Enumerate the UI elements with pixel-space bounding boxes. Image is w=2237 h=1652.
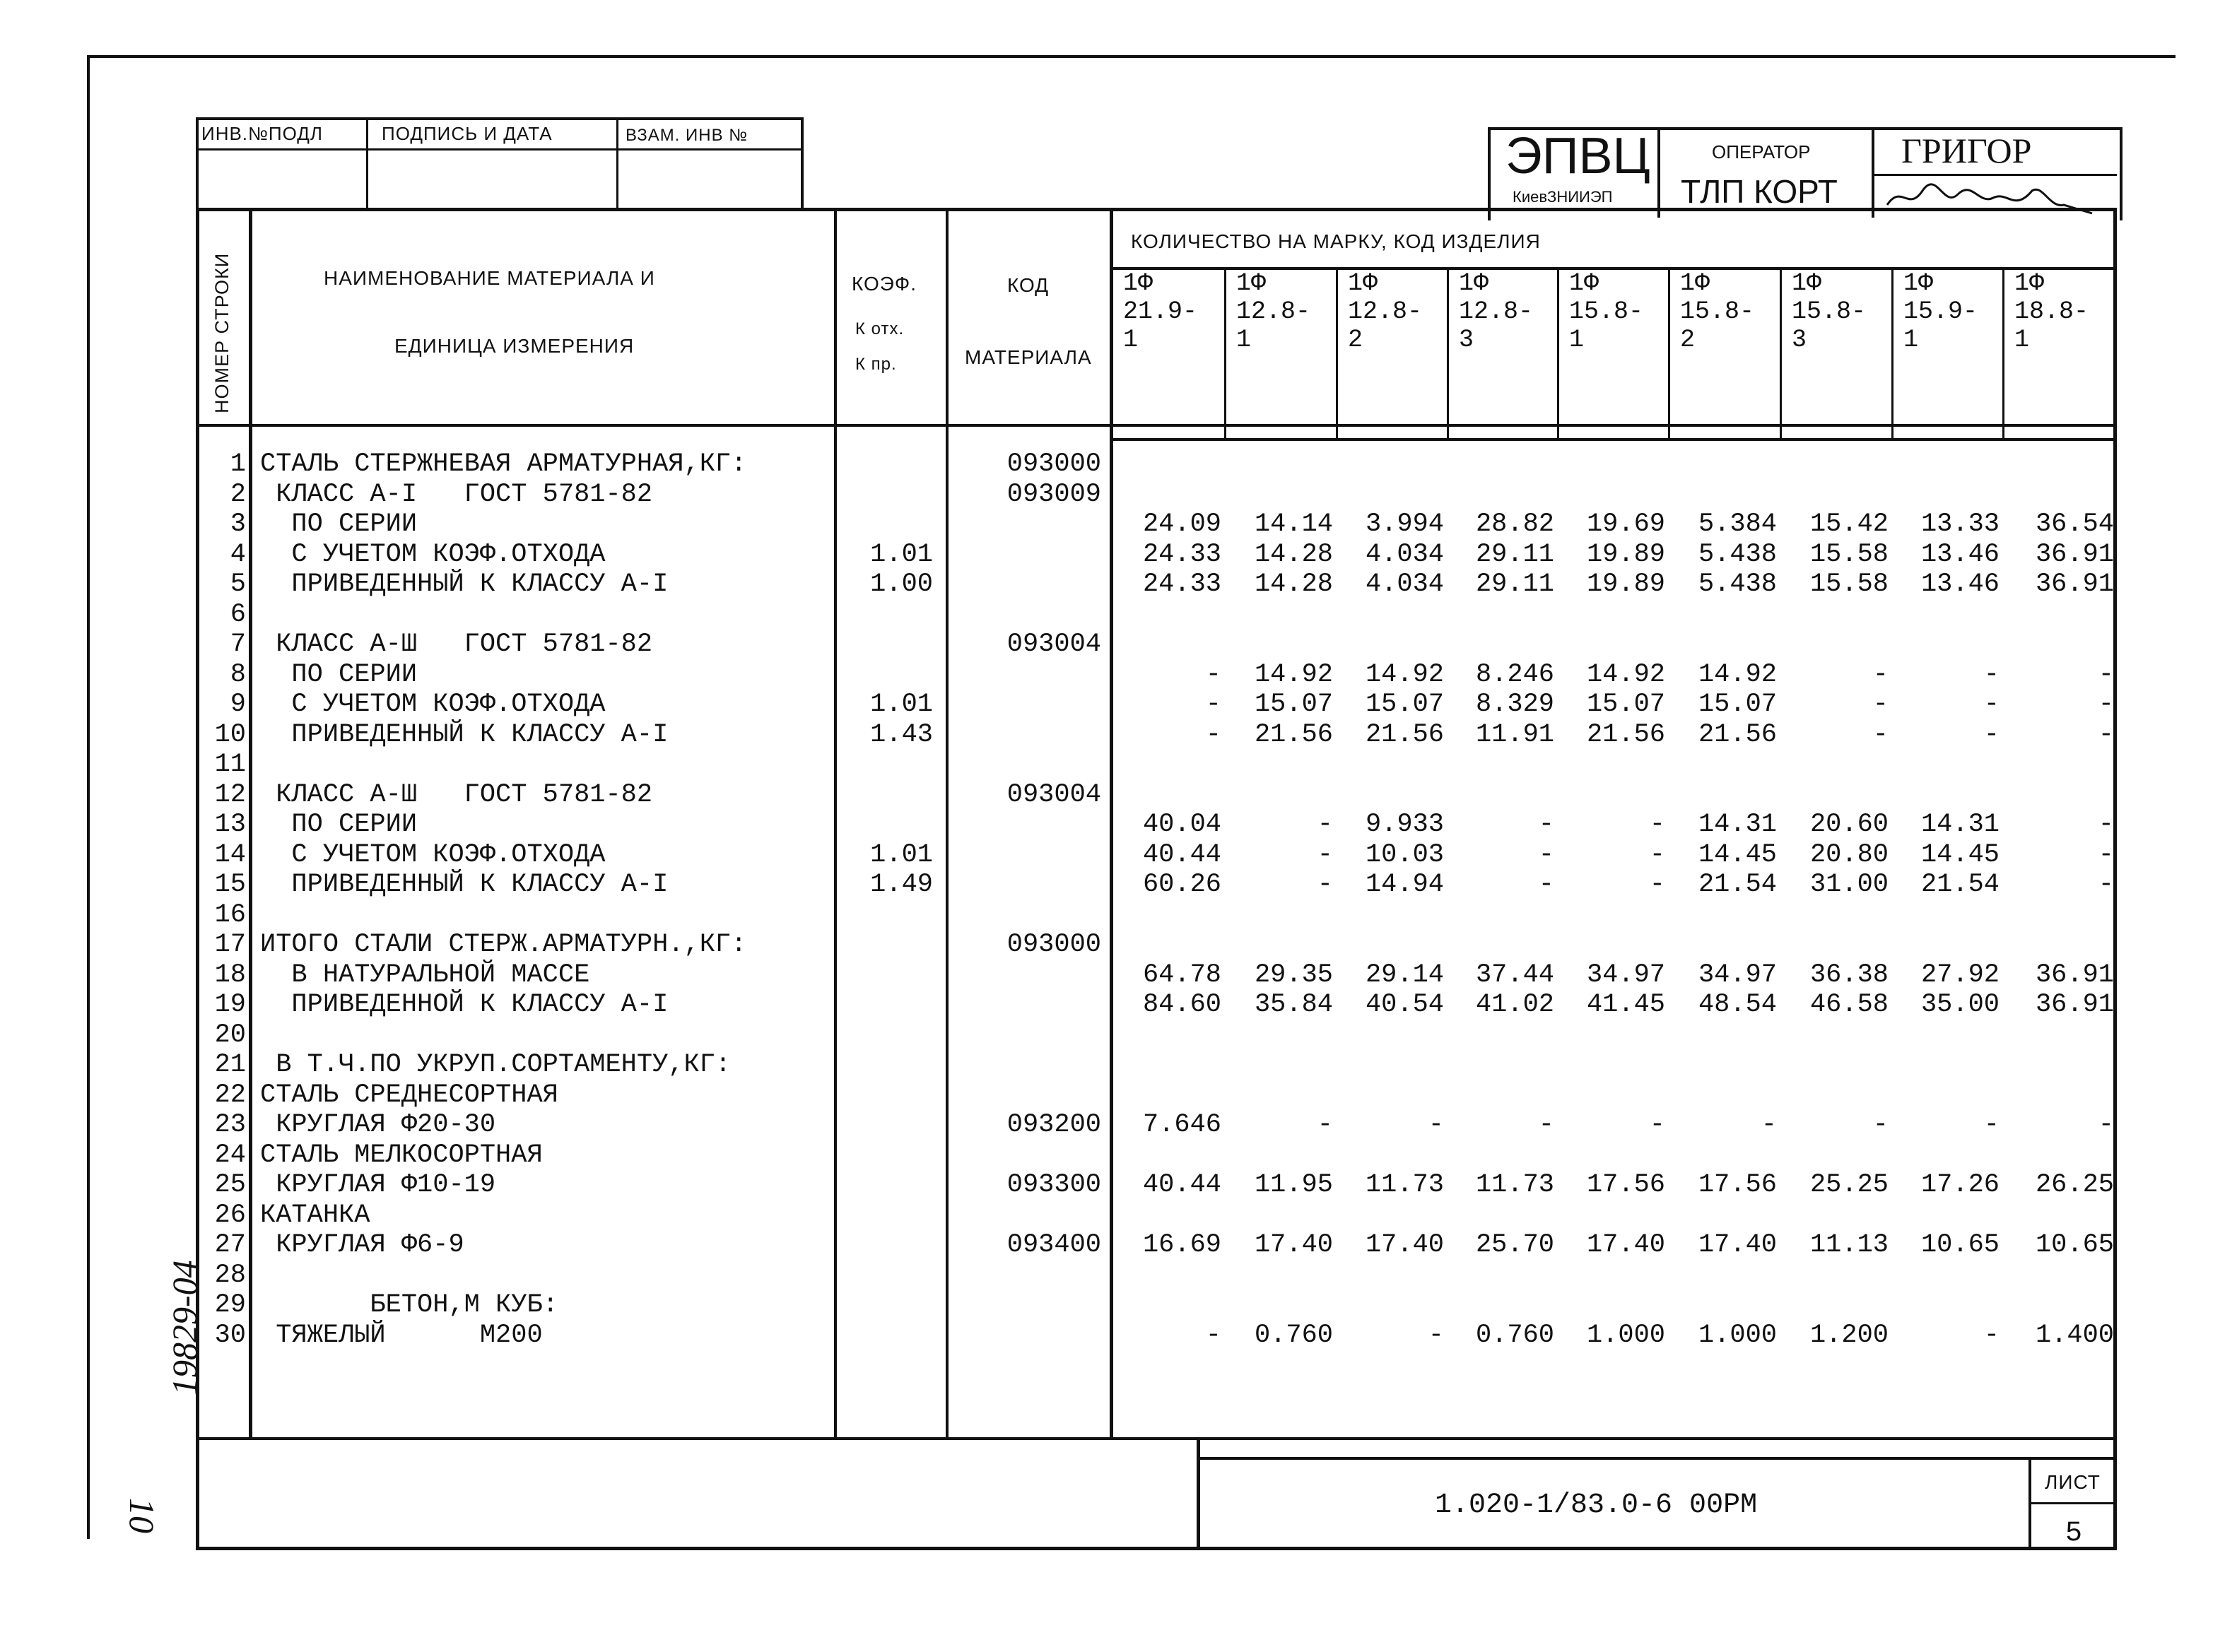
quantity-value: 21.56 — [1254, 719, 1333, 750]
material-name: ПРИВЕДЕННЫЙ К КЛАССУ А-I — [260, 570, 669, 599]
product-column-header: 15.8- — [1792, 297, 1867, 326]
quantity-value: 14.92 — [1586, 659, 1665, 690]
quantity-value: 11.95 — [1254, 1170, 1333, 1200]
quantity-value: 10.65 — [1920, 1230, 2000, 1260]
code-header-1: КОД — [1007, 274, 1050, 296]
document-code: 1.020-1/83.0-6 00РМ — [1435, 1489, 1758, 1521]
material-name: ПРИВЕДЕННОЙ К КЛАССУ А-I — [260, 990, 669, 1020]
quantity-value: 64.78 — [1142, 960, 1221, 990]
product-column-header: 1Ф — [1348, 269, 1378, 297]
product-column-header: 18.8- — [2014, 297, 2089, 326]
quantity-value: - — [2098, 659, 2114, 690]
quantity-value: 5.438 — [1698, 570, 1777, 599]
quantity-value: 16.69 — [1142, 1230, 1221, 1260]
product-column-header: 1 — [1123, 326, 1139, 354]
product-column-header: 1 — [1569, 326, 1585, 354]
quantity-value: - — [2098, 690, 2114, 719]
operator-name: ГРИГОР — [1901, 131, 2032, 170]
quantity-value: - — [2098, 870, 2114, 899]
coefficient: 1.01 — [870, 839, 933, 870]
quantity-value: - — [1317, 1110, 1333, 1140]
quantity-value: - — [1983, 690, 2000, 719]
product-column-header: 1Ф — [1903, 269, 1934, 297]
row-number: 29 — [214, 1290, 246, 1320]
material-name: В НАТУРАЛЬНОЙ МАССЕ — [260, 960, 590, 990]
top-border-line — [87, 55, 2176, 58]
row-number: 4 — [230, 539, 246, 570]
quantity-value: 14.28 — [1254, 539, 1333, 570]
row-number: 7 — [230, 630, 246, 659]
quantity-value: 9.933 — [1365, 810, 1444, 839]
quantity-value: - — [1649, 870, 1665, 899]
quantity-value: 26.25 — [2035, 1170, 2114, 1200]
quantity-value: 4.034 — [1365, 570, 1444, 599]
row-number-header: НОМЕР СТРОКИ — [211, 252, 233, 413]
quantity-value: 84.60 — [1142, 990, 1221, 1020]
quantity-value: 21.54 — [1698, 870, 1777, 899]
quantity-value: 19.89 — [1586, 539, 1665, 570]
quantity-value: 15.07 — [1254, 690, 1333, 719]
row-number: 22 — [214, 1080, 246, 1110]
quantity-value: - — [1205, 659, 1221, 690]
quantity-value: 27.92 — [1920, 960, 2000, 990]
material-header-2: ЕДИНИЦА ИЗМЕРЕНИЯ — [394, 335, 635, 357]
product-column-header: 1Ф — [1792, 269, 1822, 297]
row-number: 18 — [214, 960, 246, 990]
quantity-value: 15.07 — [1365, 690, 1444, 719]
quantity-value: 35.84 — [1254, 990, 1333, 1020]
quantity-value: - — [1205, 1320, 1221, 1350]
quantity-value: 17.40 — [1365, 1230, 1444, 1260]
quantity-value: - — [1538, 810, 1554, 839]
material-header-1: НАИМЕНОВАНИЕ МАТЕРИАЛА И — [324, 267, 655, 289]
sheet-label: ЛИСТ — [2045, 1471, 2101, 1493]
material-code: 093000 — [1006, 930, 1101, 960]
quantity-value: 20.60 — [1809, 810, 1889, 839]
material-code: 093400 — [1006, 1230, 1101, 1260]
quantity-value: 14.45 — [1920, 839, 2000, 870]
quantity-value: 19.89 — [1586, 570, 1665, 599]
quantity-value: 15.58 — [1809, 570, 1889, 599]
quantity-value: 0.760 — [1475, 1320, 1554, 1350]
quantity-value: 25.25 — [1809, 1170, 1889, 1200]
quantity-value: 11.73 — [1365, 1170, 1444, 1200]
quantity-value: 28.82 — [1475, 509, 1554, 539]
quantity-value: - — [1983, 659, 2000, 690]
quantity-value: 1.400 — [2035, 1320, 2114, 1350]
quantity-value: 14.92 — [1365, 659, 1444, 690]
quantity-value: 14.31 — [1698, 810, 1777, 839]
quantity-value: 15.07 — [1586, 690, 1665, 719]
quantity-value: - — [1872, 719, 1889, 750]
code-header-2: МАТЕРИАЛА — [965, 346, 1092, 368]
quantity-value: 41.02 — [1475, 990, 1554, 1020]
quantity-value: 25.70 — [1475, 1230, 1554, 1260]
row-number: 30 — [214, 1320, 246, 1350]
quantity-value: 14.92 — [1698, 659, 1777, 690]
quantity-value: 8.246 — [1475, 659, 1554, 690]
quantity-value: 36.91 — [2035, 960, 2114, 990]
material-code: 093000 — [1006, 449, 1101, 479]
material-code: 093009 — [1006, 479, 1101, 509]
row-number: 27 — [214, 1230, 246, 1260]
left-border-line — [87, 55, 90, 1539]
quantity-value: 14.92 — [1254, 659, 1333, 690]
quantity-value: - — [1649, 839, 1665, 870]
quantity-value: 14.45 — [1698, 839, 1777, 870]
material-name: КРУГЛАЯ Ф10-19 — [260, 1170, 496, 1200]
row-number: 26 — [214, 1200, 246, 1230]
quantity-value: - — [1428, 1320, 1444, 1350]
quantity-value: 17.26 — [1920, 1170, 2000, 1200]
product-column-header: 1Ф — [1680, 269, 1710, 297]
row-number: 28 — [214, 1260, 246, 1290]
product-column-header: 15.8- — [1680, 297, 1755, 326]
quantity-value: 40.44 — [1142, 839, 1221, 870]
product-column-header: 1Ф — [1569, 269, 1599, 297]
org-name: ЭПВЦ — [1505, 128, 1650, 184]
quantity-value: - — [1649, 1110, 1665, 1140]
material-name: КРУГЛАЯ Ф20-30 — [260, 1110, 496, 1140]
product-column-header: 3 — [1792, 326, 1807, 354]
product-column-header: 12.8- — [1459, 297, 1534, 326]
quantity-value: 13.46 — [1920, 570, 2000, 599]
quantity-value: - — [1538, 839, 1554, 870]
quantity-value: 34.97 — [1586, 960, 1665, 990]
row-number: 8 — [230, 659, 246, 690]
operator-label: ОПЕРАТОР — [1712, 141, 1811, 163]
material-name: КРУГЛАЯ Ф6-9 — [260, 1230, 464, 1260]
quantity-value: 17.40 — [1254, 1230, 1333, 1260]
material-name: ТЯЖЕЛЫЙ М200 — [260, 1320, 543, 1350]
quantity-value: 1.000 — [1586, 1320, 1665, 1350]
row-number: 11 — [214, 750, 246, 779]
quantity-value: 48.54 — [1698, 990, 1777, 1020]
quantity-value: 35.00 — [1920, 990, 2000, 1020]
row-number: 2 — [230, 479, 246, 509]
coefficient: 1.01 — [870, 690, 933, 719]
quantity-value: 11.73 — [1475, 1170, 1554, 1200]
quantity-value: 37.44 — [1475, 960, 1554, 990]
coef-header-3: К пр. — [855, 355, 897, 374]
quantity-value: - — [1205, 690, 1221, 719]
row-number: 20 — [214, 1020, 246, 1050]
row-number: 21 — [214, 1050, 246, 1080]
quantity-value: 29.11 — [1475, 570, 1554, 599]
side-number: 19829-04 — [165, 1260, 204, 1396]
product-column-header: 1 — [2014, 326, 2030, 354]
material-code: 093300 — [1006, 1170, 1101, 1200]
quantity-value: 46.58 — [1809, 990, 1889, 1020]
quantity-value: 60.26 — [1142, 870, 1221, 899]
quantity-value: 8.329 — [1475, 690, 1554, 719]
row-number: 5 — [230, 570, 246, 599]
quantity-value: 11.91 — [1475, 719, 1554, 750]
quantity-value: 14.94 — [1365, 870, 1444, 899]
quantity-value: 17.40 — [1698, 1230, 1777, 1260]
quantity-value: - — [2098, 1110, 2114, 1140]
material-name: КАТАНКА — [260, 1200, 370, 1230]
quantity-value: - — [1538, 1110, 1554, 1140]
quantity-value: 36.91 — [2035, 570, 2114, 599]
quantity-value: - — [1872, 690, 1889, 719]
quantity-value: - — [1872, 659, 1889, 690]
operator-value: ТЛП КОРТ — [1681, 173, 1838, 210]
material-name: С УЧЕТОМ КОЭФ.ОТХОДА — [260, 690, 606, 719]
quantity-value: - — [1983, 719, 2000, 750]
coefficient: 1.49 — [870, 870, 933, 899]
material-name: ПРИВЕДЕННЫЙ К КЛАССУ А-I — [260, 719, 669, 750]
quantity-value: 1.000 — [1698, 1320, 1777, 1350]
coef-header-1: КОЭФ. — [852, 273, 917, 295]
quantity-value: - — [1983, 1320, 2000, 1350]
quantity-value: - — [2098, 719, 2114, 750]
quantity-value: 7.646 — [1142, 1110, 1221, 1140]
quantity-value: - — [1538, 870, 1554, 899]
material-name: СТАЛЬ МЕЛКОСОРТНАЯ — [260, 1140, 543, 1170]
material-code: 093004 — [1006, 630, 1101, 659]
quantity-value: 15.42 — [1809, 509, 1889, 539]
material-name: СТАЛЬ СТЕРЖНЕВАЯ АРМАТУРНАЯ,КГ: — [260, 449, 747, 479]
quantity-value: 5.438 — [1698, 539, 1777, 570]
quantity-value: - — [2098, 810, 2114, 839]
material-name: С УЧЕТОМ КОЭФ.ОТХОДА — [260, 539, 606, 570]
material-name: БЕТОН,М КУБ: — [260, 1290, 558, 1320]
row-number: 9 — [230, 690, 246, 719]
quantity-value: - — [1317, 839, 1333, 870]
row-number: 19 — [214, 990, 246, 1020]
material-name: ПО СЕРИИ — [260, 810, 418, 839]
row-number: 10 — [214, 719, 246, 750]
row-number: 1 — [230, 449, 246, 479]
quantity-value: 34.97 — [1698, 960, 1777, 990]
material-name: КЛАСС А-Ш ГОСТ 5781-82 — [260, 779, 653, 810]
material-name: КЛАСС А-Ш ГОСТ 5781-82 — [260, 630, 653, 659]
quantity-value: 20.80 — [1809, 839, 1889, 870]
product-column-header: 21.9- — [1123, 297, 1198, 326]
coefficient: 1.43 — [870, 719, 933, 750]
quantity-value: 36.54 — [2035, 509, 2114, 539]
side-page: 10 — [122, 1498, 162, 1533]
quantity-value: 40.44 — [1142, 1170, 1221, 1200]
row-number: 12 — [214, 779, 246, 810]
material-name: В Т.Ч.ПО УКРУП.СОРТАМЕНТУ,КГ: — [260, 1050, 732, 1080]
material-name: ПРИВЕДЕННЫЙ К КЛАССУ А-I — [260, 870, 669, 899]
quantity-value: 10.65 — [2035, 1230, 2114, 1260]
product-column-header: 1Ф — [1236, 269, 1267, 297]
quantity-value: 24.33 — [1142, 539, 1221, 570]
quantity-value: 5.384 — [1698, 509, 1777, 539]
row-number: 15 — [214, 870, 246, 899]
quantity-value: 3.994 — [1365, 509, 1444, 539]
product-column-header: 1 — [1903, 326, 1919, 354]
quantity-value: 40.04 — [1142, 810, 1221, 839]
product-column-header: 12.8- — [1348, 297, 1423, 326]
row-number: 17 — [214, 930, 246, 960]
quantity-value: - — [1317, 810, 1333, 839]
stamp-podpis-data: ПОДПИСЬ И ДАТА — [382, 123, 553, 144]
quantity-value: - — [1983, 1110, 2000, 1140]
quantity-value: 17.56 — [1586, 1170, 1665, 1200]
quantity-value: 10.03 — [1365, 839, 1444, 870]
coefficient: 1.00 — [870, 570, 933, 599]
product-column-header: 15.8- — [1569, 297, 1644, 326]
quantity-value: 15.58 — [1809, 539, 1889, 570]
material-name: С УЧЕТОМ КОЭФ.ОТХОДА — [260, 839, 606, 870]
quantity-value: 4.034 — [1365, 539, 1444, 570]
product-column-header: 2 — [1680, 326, 1696, 354]
quantity-value: 17.40 — [1586, 1230, 1665, 1260]
product-column-header: 1 — [1236, 326, 1252, 354]
quantity-value: 13.33 — [1920, 509, 2000, 539]
quantity-value: 19.69 — [1586, 509, 1665, 539]
quantity-value: - — [1205, 719, 1221, 750]
product-column-header: 1Ф — [2014, 269, 2045, 297]
quantity-value: 21.56 — [1365, 719, 1444, 750]
org-subname: КиевЗНИИЭП — [1513, 188, 1613, 206]
quantity-value: - — [2098, 839, 2114, 870]
row-number: 3 — [230, 509, 246, 539]
row-number: 14 — [214, 839, 246, 870]
product-column-header: 12.8- — [1236, 297, 1311, 326]
product-column-header: 15.9- — [1903, 297, 1978, 326]
quantity-value: 29.11 — [1475, 539, 1554, 570]
quantity-value: 14.28 — [1254, 570, 1333, 599]
quantity-value: 36.38 — [1809, 960, 1889, 990]
stamp-inv-podl: ИНВ.№ПОДЛ — [201, 123, 323, 144]
quantity-value: 14.31 — [1920, 810, 2000, 839]
row-number: 6 — [230, 599, 246, 630]
row-number: 25 — [214, 1170, 246, 1200]
sheet-number: 5 — [2065, 1518, 2083, 1550]
material-name: ПО СЕРИИ — [260, 509, 418, 539]
product-column-header: 1Ф — [1459, 269, 1489, 297]
quantity-value: - — [1649, 810, 1665, 839]
quantity-value: 14.14 — [1254, 509, 1333, 539]
quantity-value: - — [1761, 1110, 1777, 1140]
quantity-header: КОЛИЧЕСТВО НА МАРКУ, КОД ИЗДЕЛИЯ — [1131, 230, 1541, 252]
quantity-value: 24.09 — [1142, 509, 1221, 539]
row-number: 24 — [214, 1140, 246, 1170]
product-column-header: 2 — [1348, 326, 1363, 354]
quantity-value: - — [1872, 1110, 1889, 1140]
quantity-value: 29.14 — [1365, 960, 1444, 990]
quantity-value: 1.200 — [1809, 1320, 1889, 1350]
product-column-header: 3 — [1459, 326, 1474, 354]
quantity-value: 31.00 — [1809, 870, 1889, 899]
material-name: КЛАСС А-I ГОСТ 5781-82 — [260, 479, 653, 509]
quantity-value: 17.56 — [1698, 1170, 1777, 1200]
quantity-value: 0.760 — [1254, 1320, 1333, 1350]
quantity-value: 36.91 — [2035, 539, 2114, 570]
quantity-value: 41.45 — [1586, 990, 1665, 1020]
coef-header-2: К отх. — [855, 319, 905, 338]
material-name: ПО СЕРИИ — [260, 659, 418, 690]
quantity-value: 11.13 — [1809, 1230, 1889, 1260]
quantity-value: 21.54 — [1920, 870, 2000, 899]
coefficient: 1.01 — [870, 539, 933, 570]
quantity-value: 21.56 — [1698, 719, 1777, 750]
stamp-vzam-inv: ВЗАМ. ИНВ № — [626, 126, 748, 145]
quantity-value: - — [1317, 870, 1333, 899]
material-code: 093200 — [1006, 1110, 1101, 1140]
quantity-value: 15.07 — [1698, 690, 1777, 719]
quantity-value: 13.46 — [1920, 539, 2000, 570]
material-name: ИТОГО СТАЛИ СТЕРЖ.АРМАТУРН.,КГ: — [260, 930, 747, 960]
material-code: 093004 — [1006, 779, 1101, 810]
quantity-value: 40.54 — [1365, 990, 1444, 1020]
row-number: 13 — [214, 810, 246, 839]
quantity-value: - — [1428, 1110, 1444, 1140]
quantity-value: 36.91 — [2035, 990, 2114, 1020]
row-number: 16 — [214, 899, 246, 930]
row-number: 23 — [214, 1110, 246, 1140]
quantity-value: 24.33 — [1142, 570, 1221, 599]
quantity-value: 21.56 — [1586, 719, 1665, 750]
material-name: СТАЛЬ СРЕДНЕСОРТНАЯ — [260, 1080, 558, 1110]
quantity-value: 29.35 — [1254, 960, 1333, 990]
product-column-header: 1Ф — [1123, 269, 1153, 297]
